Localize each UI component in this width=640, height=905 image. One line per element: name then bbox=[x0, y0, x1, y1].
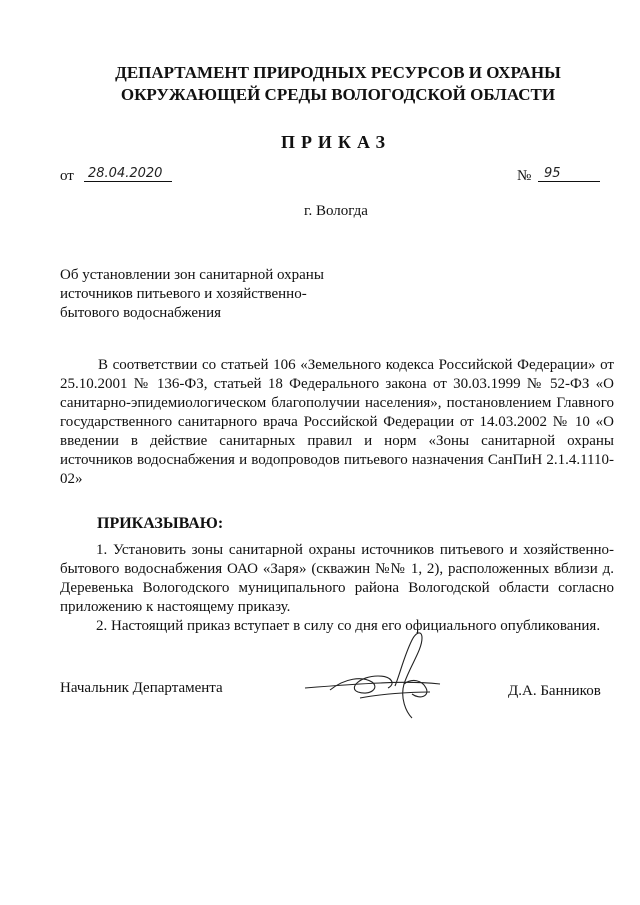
order-item-2: 2. Настоящий приказ вступает в силу со дня его официального опубликования. bbox=[96, 618, 601, 634]
number-value: 95 bbox=[538, 166, 600, 182]
number-label: № bbox=[517, 168, 532, 184]
preamble-block bbox=[60, 356, 614, 489]
order-item-1: 1. Установить зоны санитарной охраны источников питьевого и хозяйственно-бытового водоснабжения ОАО «Заря» (скважин №№ 1, 2), расположенных вблизи д. Деревенька Вологодского муниципального района Вологодской области согласно приложению к настоящему приказу. bbox=[60, 542, 614, 615]
order-heading: ПРИКАЗЫВАЮ: bbox=[97, 515, 224, 532]
department-header bbox=[0, 62, 640, 106]
signer-position: Начальник Департамента bbox=[60, 680, 223, 696]
document-title: ПРИКАЗ bbox=[280, 132, 392, 152]
subject-line-1: Об установлении зон санитарной охраны bbox=[60, 267, 324, 283]
order-items bbox=[60, 541, 614, 636]
date-value: 28.04.2020 bbox=[84, 166, 172, 182]
subject-block bbox=[60, 266, 332, 323]
header-line-2: ОКРУЖАЮЩЕЙ СРЕДЫ ВОЛОГОДСКОЙ ОБЛАСТИ bbox=[120, 85, 556, 104]
date-label: от bbox=[60, 168, 74, 184]
subject-line-2: источников питьевого и хозяйственно- bbox=[60, 286, 307, 302]
preamble-paragraph: В соответствии со статьей 106 «Земельного кодекса Российской Федерации» от 25.10.2001 № 136-ФЗ, статьей 18 Федерального закона от 30.03.1999 № 52-ФЗ «О санитарно-эпидемиологическом благополучии населения», постановлением Главного государственного санитарного врача Российской Федерации от 14.03.2002 № 10 «О введении в действие санитарных правил и норм «Зоны санитарной охраны источников водоснабжения и водопроводов питьевого назначения СанПиН 2.1.4.1110-02» bbox=[60, 357, 614, 487]
header-line-1: ДЕПАРТАМЕНТ ПРИРОДНЫХ РЕСУРСОВ И ОХРАНЫ bbox=[115, 63, 561, 82]
subject-line-3: бытового водоснабжения bbox=[60, 305, 222, 321]
handwritten-signature bbox=[300, 626, 470, 726]
city: г. Вологда bbox=[304, 203, 368, 219]
signer-name: Д.А. Банников bbox=[508, 683, 601, 699]
